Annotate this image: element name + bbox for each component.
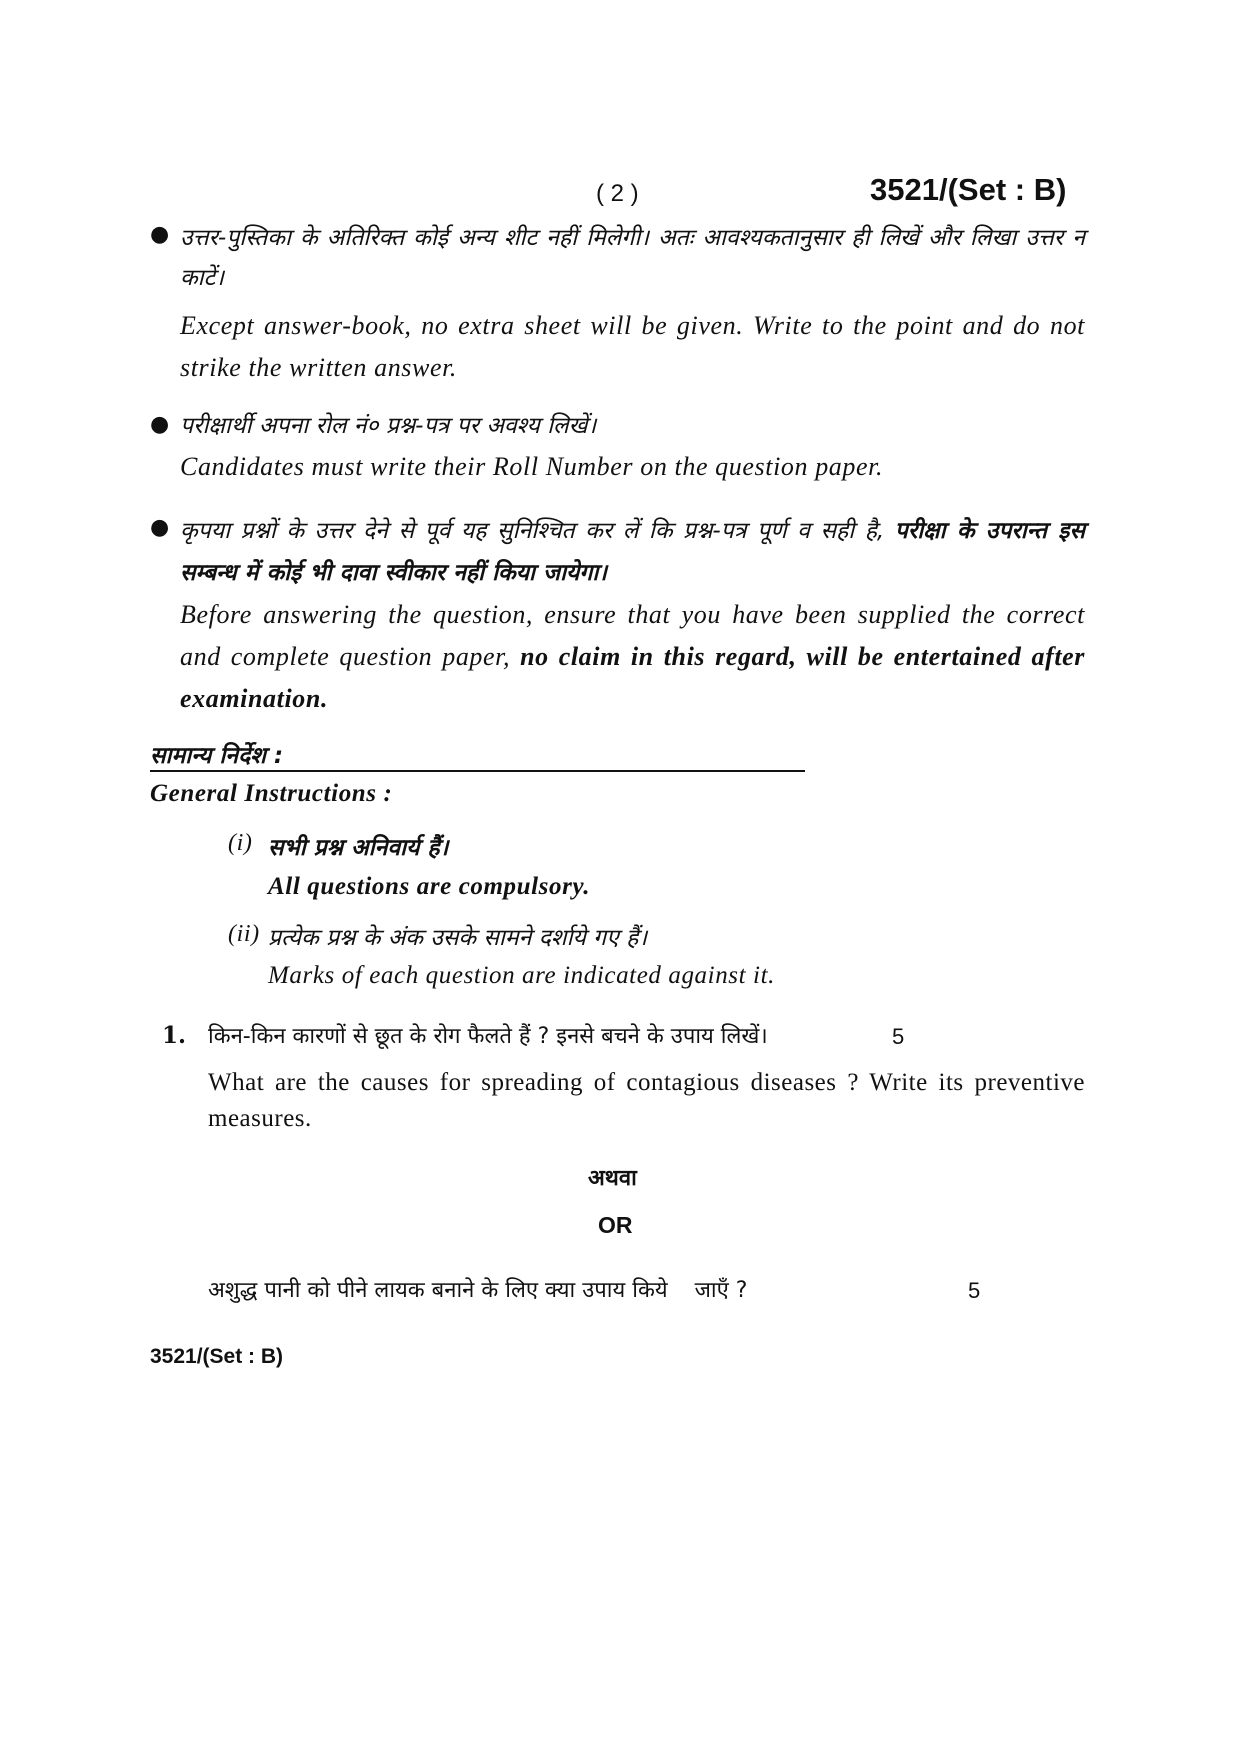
paper-code-header: 3521/(Set : B) [870,172,1067,207]
instruction-1-number: (i) [228,830,253,856]
note-2-hindi: परीक्षार्थी अपना रोल नं० प्रश्न-पत्र पर अवश्य लिखें। [180,413,597,439]
or-hindi: अथवा [588,1166,637,1191]
instruction-2-number: (ii) [228,921,260,947]
bullet-icon: ● [150,412,170,437]
heading-divider [150,770,805,772]
bullet-icon: ● [150,515,170,540]
question-1-english: What are the causes for spreading of contagious diseases ? Write its preventive measures. [208,1069,1085,1132]
note-3-hindi-bold: परीक्षा के उपरान्त इस सम्बन्ध में कोई भी दावा स्वीकार नहीं किया जायेगा। [180,518,1085,586]
note-3-english-text: Before answering the question, ensure that you have been supplied the correct and complete question paper, [180,600,1085,671]
note-3-hindi [180,510,1085,594]
alternative-text: अशुद्ध पानी को पीने लायक बनाने के लिए क्या उपाय किये [208,1278,668,1303]
paper-code-footer: 3521/(Set : B) [150,1345,284,1368]
note-1-english: Except answer-book, no extra sheet will be given. Write to the point and do not strike the written answer. [180,311,1085,382]
note-2-english: Candidates must write their Roll Number on the question paper. [180,452,884,481]
instruction-2-hindi: प्रत्येक प्रश्न के अंक उसके सामने दर्शाये गए हैं। [268,925,648,951]
question-1-number: 1. [162,1022,187,1049]
instruction-2-english: Marks of each question are indicated against it. [268,962,775,989]
instruction-1-english: All questions are compulsory. [268,873,591,900]
bullet-icon: ● [150,222,170,247]
note-3-english [180,594,1085,720]
alternative-tail: जाएँ ? [694,1278,748,1303]
note-1-hindi: उत्तर-पुस्तिका के अतिरिक्त कोई अन्य शीट नहीं मिलेगी। अतः आवश्यकतानुसार ही लिखें और लिखा उत्तर न काटें। [180,225,1085,291]
question-1-alternative-hindi [208,1274,747,1304]
note-3-hindi-text: कृपया प्रश्नों के उत्तर देने से पूर्व यह सुनिश्चित कर लें कि प्रश्न-पत्र पूर्ण व सही है, [180,518,885,544]
question-1-alternative-marks: 5 [968,1278,981,1303]
instruction-1-hindi: सभी प्रश्न अनिवार्य हैं। [268,835,449,861]
question-1-marks: 5 [892,1024,905,1049]
general-instructions-heading-english: General Instructions : [150,780,393,807]
note-3-english-bold: no claim in this regard, will be entertained after examination. [180,642,1086,713]
page-number: ( 2 ) [596,180,639,207]
or-english: OR [598,1212,633,1238]
question-1-hindi: किन-किन कारणों से छूत के रोग फैलते हैं ? इनसे बचने के उपाय लिखें। [208,1024,768,1049]
general-instructions-heading-hindi: सामान्य निर्देश : [150,743,284,769]
